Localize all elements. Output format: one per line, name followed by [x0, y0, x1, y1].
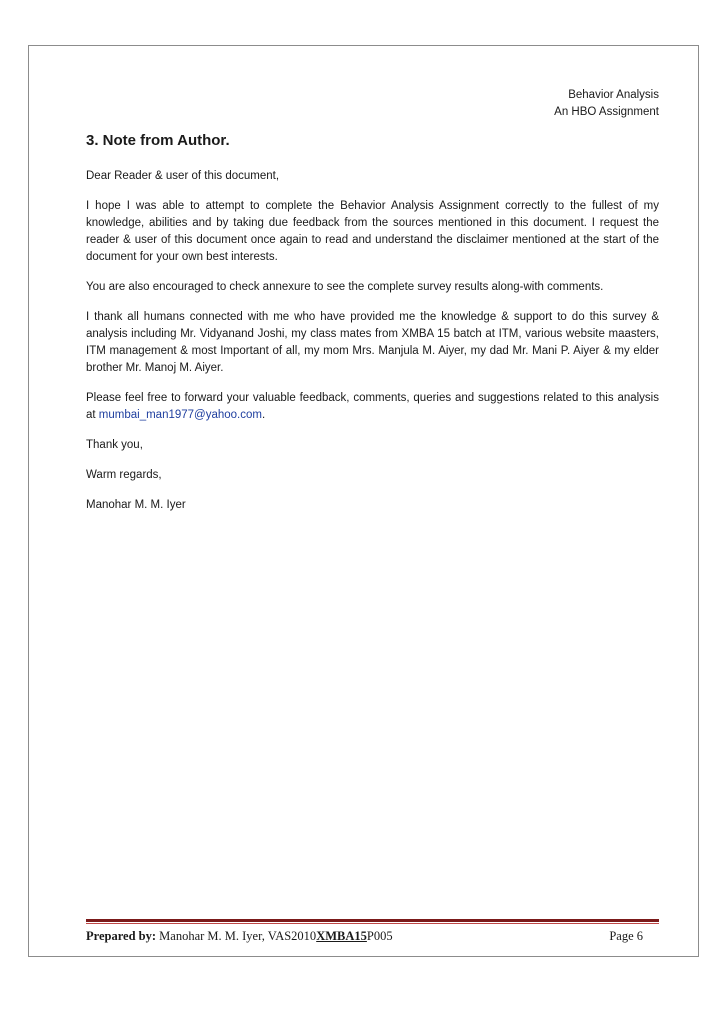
footer-rule: [86, 919, 659, 922]
page-number: Page 6: [609, 929, 643, 943]
closing-thanks: Thank you,: [86, 439, 143, 451]
paragraph-3: I thank all humans connected with me who have provided me the knowledge & support to do this survey & analysis including Mr. Vidyanand Joshi, my class mates from XMBA 15 batch at ITM, various website maasters, ITM management & most Important of all, my mom Mrs. Manjula M. Aiyer, my dad Mr. Mani P. Aiyer & my elder brother Mr. Manoj M. Aiyer.: [86, 311, 659, 374]
paragraph-4: [86, 390, 659, 424]
section-heading: 3. Note from Author.: [86, 132, 230, 149]
footer-suffix: P005: [366, 929, 393, 943]
document-body: [86, 168, 659, 527]
footer-code: XMBA15: [316, 929, 367, 943]
closing-regards: Warm regards,: [86, 469, 162, 481]
running-header: [554, 87, 659, 121]
header-subtitle: An HBO Assignment: [554, 106, 659, 118]
paragraph-1: I hope I was able to attempt to complete the Behavior Analysis Assignment correctly to the fullest of my knowledge, abilities and by taking due feedback from the sources mentioned in this document. I request the reader & user of this document once again to read and understand the disclaimer mentioned at the start of the document for your own best interests.: [86, 200, 659, 263]
footer-author: Manohar M. M. Iyer, VAS2010: [156, 929, 317, 943]
footer-prefix: Prepared by:: [86, 929, 157, 943]
paragraph-2: You are also encouraged to check annexure to see the complete survey results along-with comments.: [86, 281, 604, 293]
header-title: Behavior Analysis: [568, 89, 659, 101]
footer-rule-thin: [86, 923, 659, 924]
email-link[interactable]: mumbai_man1977@yahoo.com: [98, 409, 262, 421]
signature: Manohar M. M. Iyer: [86, 499, 186, 511]
paragraph-4-text: Please feel free to forward your valuable feedback, comments, queries and suggestions related to this analysis at: [86, 392, 659, 421]
running-footer: [86, 928, 659, 944]
paragraph-4-end: .: [261, 409, 266, 421]
salutation: Dear Reader & user of this document,: [86, 170, 280, 182]
